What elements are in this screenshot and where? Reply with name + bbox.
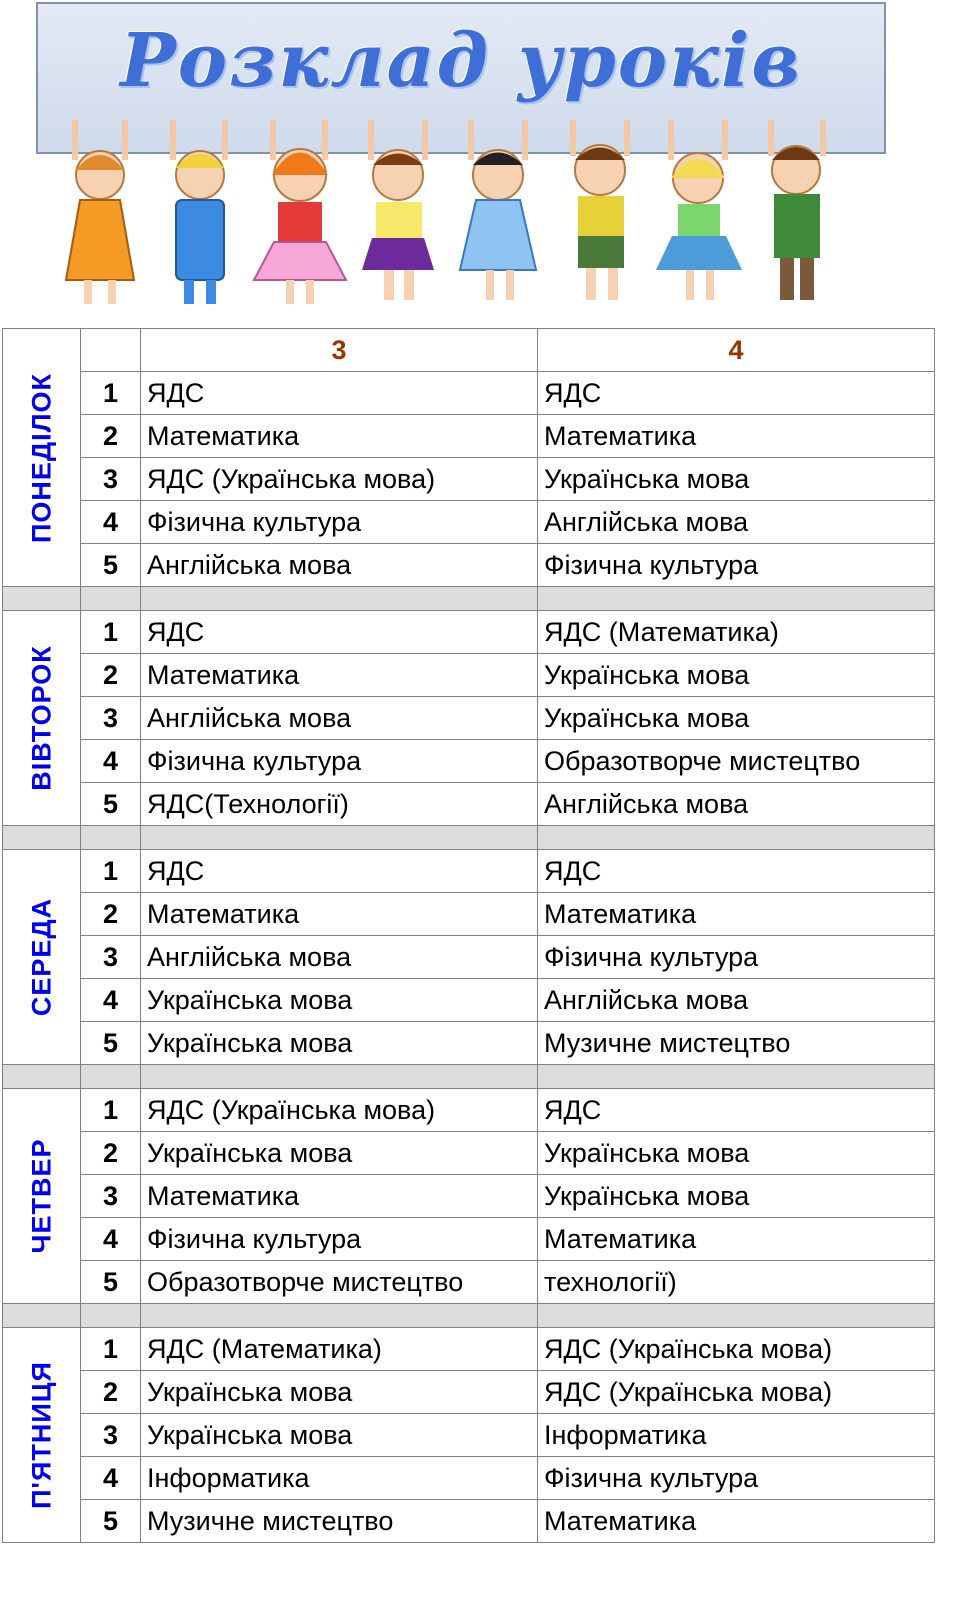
- table-row: [3, 850, 935, 893]
- lesson-class-4: Математика: [538, 1218, 935, 1261]
- table-row: [3, 740, 935, 783]
- day-label: П'ЯТНИЦЯ: [26, 1361, 56, 1509]
- lesson-class-4: Музичне мистецтво: [538, 1022, 935, 1065]
- lesson-number: 3: [81, 1414, 141, 1457]
- lesson-number: 2: [81, 415, 141, 458]
- table-row: [3, 893, 935, 936]
- lesson-class-3: ЯДС (Українська мова): [141, 1089, 538, 1132]
- lesson-number: 1: [81, 1328, 141, 1371]
- day-label: ПОНЕДІЛОК: [26, 372, 56, 543]
- lesson-number: 3: [81, 697, 141, 740]
- lesson-class-3: Образотворче мистецтво: [141, 1261, 538, 1304]
- table-row: [3, 1328, 935, 1371]
- lesson-class-3: ЯДС: [141, 611, 538, 654]
- table-row: [3, 611, 935, 654]
- class-header: 4: [538, 329, 935, 372]
- lesson-number: 5: [81, 783, 141, 826]
- lesson-number: 1: [81, 372, 141, 415]
- lesson-class-4: Математика: [538, 415, 935, 458]
- lesson-class-3: Англійська мова: [141, 544, 538, 587]
- table-row: [3, 783, 935, 826]
- child-4: [362, 120, 434, 300]
- day-label: ЧЕТВЕР: [26, 1138, 56, 1254]
- schedule-table: [2, 328, 935, 1543]
- lesson-number: 4: [81, 979, 141, 1022]
- lesson-class-3: Інформатика: [141, 1457, 538, 1500]
- day-cell: [3, 1328, 81, 1543]
- lesson-class-4: ЯДС (Математика): [538, 611, 935, 654]
- lesson-class-3: ЯДС (Математика): [141, 1328, 538, 1371]
- lesson-class-3: Українська мова: [141, 1132, 538, 1175]
- lesson-number: 5: [81, 1022, 141, 1065]
- lesson-class-4: Англійська мова: [538, 979, 935, 1022]
- lesson-class-3: Українська мова: [141, 1371, 538, 1414]
- separator-row: [3, 826, 935, 850]
- lesson-class-3: ЯДС: [141, 850, 538, 893]
- lesson-class-3: ЯДС(Технології): [141, 783, 538, 826]
- table-row: [3, 654, 935, 697]
- lesson-class-4: ЯДС (Українська мова): [538, 1371, 935, 1414]
- lesson-class-4: Англійська мова: [538, 783, 935, 826]
- child-2: [170, 120, 228, 304]
- lesson-class-4: Українська мова: [538, 697, 935, 740]
- lesson-class-4: ЯДС (Українська мова): [538, 1328, 935, 1371]
- lesson-number: 2: [81, 654, 141, 697]
- lesson-number: 2: [81, 1371, 141, 1414]
- lesson-class-3: Англійська мова: [141, 697, 538, 740]
- lesson-number: 4: [81, 740, 141, 783]
- table-row: [3, 1414, 935, 1457]
- lesson-number: 2: [81, 1132, 141, 1175]
- child-6: [570, 120, 630, 300]
- separator-row: [3, 1065, 935, 1089]
- lesson-number: 1: [81, 1089, 141, 1132]
- day-cell: [3, 850, 81, 1065]
- table-row: [3, 1457, 935, 1500]
- lesson-class-3: Математика: [141, 654, 538, 697]
- child-5: [460, 120, 536, 300]
- child-3: [254, 120, 346, 304]
- children-illustration: [50, 120, 870, 320]
- table-row: [3, 415, 935, 458]
- class-header: 3: [141, 329, 538, 372]
- lesson-class-3: Українська мова: [141, 1022, 538, 1065]
- lesson-number: 4: [81, 1218, 141, 1261]
- lesson-class-3: Математика: [141, 1175, 538, 1218]
- lesson-class-4: Англійська мова: [538, 501, 935, 544]
- header-row: [3, 329, 935, 372]
- day-cell: [3, 611, 81, 826]
- lesson-class-4: Українська мова: [538, 1132, 935, 1175]
- child-8: [768, 120, 826, 300]
- table-row: [3, 979, 935, 1022]
- lesson-class-3: ЯДС: [141, 372, 538, 415]
- lesson-class-3: Українська мова: [141, 1414, 538, 1457]
- table-row: [3, 697, 935, 740]
- lesson-class-3: Фізична культура: [141, 740, 538, 783]
- table-row: [3, 1218, 935, 1261]
- lesson-number: 3: [81, 458, 141, 501]
- lesson-class-4: Українська мова: [538, 654, 935, 697]
- lesson-class-4: Математика: [538, 893, 935, 936]
- lesson-number: 1: [81, 611, 141, 654]
- lesson-number: 1: [81, 850, 141, 893]
- lesson-class-3: Математика: [141, 893, 538, 936]
- day-label: СЕРЕДА: [26, 897, 56, 1017]
- table-row: [3, 1371, 935, 1414]
- day-cell: [3, 1089, 81, 1304]
- table-row: [3, 372, 935, 415]
- day-label: ВІВТОРОК: [26, 645, 56, 791]
- lesson-class-3: Англійська мова: [141, 936, 538, 979]
- lesson-number: 4: [81, 1457, 141, 1500]
- lesson-number: 3: [81, 1175, 141, 1218]
- lesson-class-3: Українська мова: [141, 979, 538, 1022]
- child-7: [656, 120, 742, 300]
- table-row: [3, 1022, 935, 1065]
- page-title: Розклад уроків: [120, 18, 802, 104]
- lesson-number: 3: [81, 936, 141, 979]
- lesson-class-3: Фізична культура: [141, 501, 538, 544]
- day-cell: [3, 329, 81, 587]
- lesson-number: 5: [81, 1261, 141, 1304]
- lesson-number: 5: [81, 544, 141, 587]
- lesson-class-4: технології): [538, 1261, 935, 1304]
- lesson-class-4: ЯДС: [538, 1089, 935, 1132]
- table-row: [3, 458, 935, 501]
- table-row: [3, 544, 935, 587]
- lesson-number: 4: [81, 501, 141, 544]
- lesson-class-4: ЯДС: [538, 372, 935, 415]
- lesson-class-4: Математика: [538, 1500, 935, 1543]
- lesson-class-4: ЯДС: [538, 850, 935, 893]
- header-blank: [81, 329, 141, 372]
- lesson-class-4: Українська мова: [538, 1175, 935, 1218]
- table-row: [3, 501, 935, 544]
- separator-row: [3, 1304, 935, 1328]
- table-row: [3, 1089, 935, 1132]
- lesson-class-4: Українська мова: [538, 458, 935, 501]
- table-row: [3, 1500, 935, 1543]
- lesson-class-3: Музичне мистецтво: [141, 1500, 538, 1543]
- lesson-class-4: Образотворче мистецтво: [538, 740, 935, 783]
- lesson-class-3: ЯДС (Українська мова): [141, 458, 538, 501]
- lesson-class-3: Фізична культура: [141, 1218, 538, 1261]
- lesson-class-4: Інформатика: [538, 1414, 935, 1457]
- lesson-number: 5: [81, 1500, 141, 1543]
- lesson-class-4: Фізична культура: [538, 936, 935, 979]
- lesson-class-4: Фізична культура: [538, 544, 935, 587]
- lesson-class-4: Фізична культура: [538, 1457, 935, 1500]
- table-row: [3, 1261, 935, 1304]
- table-row: [3, 936, 935, 979]
- separator-row: [3, 587, 935, 611]
- lesson-class-3: Математика: [141, 415, 538, 458]
- lesson-number: 2: [81, 893, 141, 936]
- table-row: [3, 1175, 935, 1218]
- child-1: [66, 120, 134, 304]
- table-row: [3, 1132, 935, 1175]
